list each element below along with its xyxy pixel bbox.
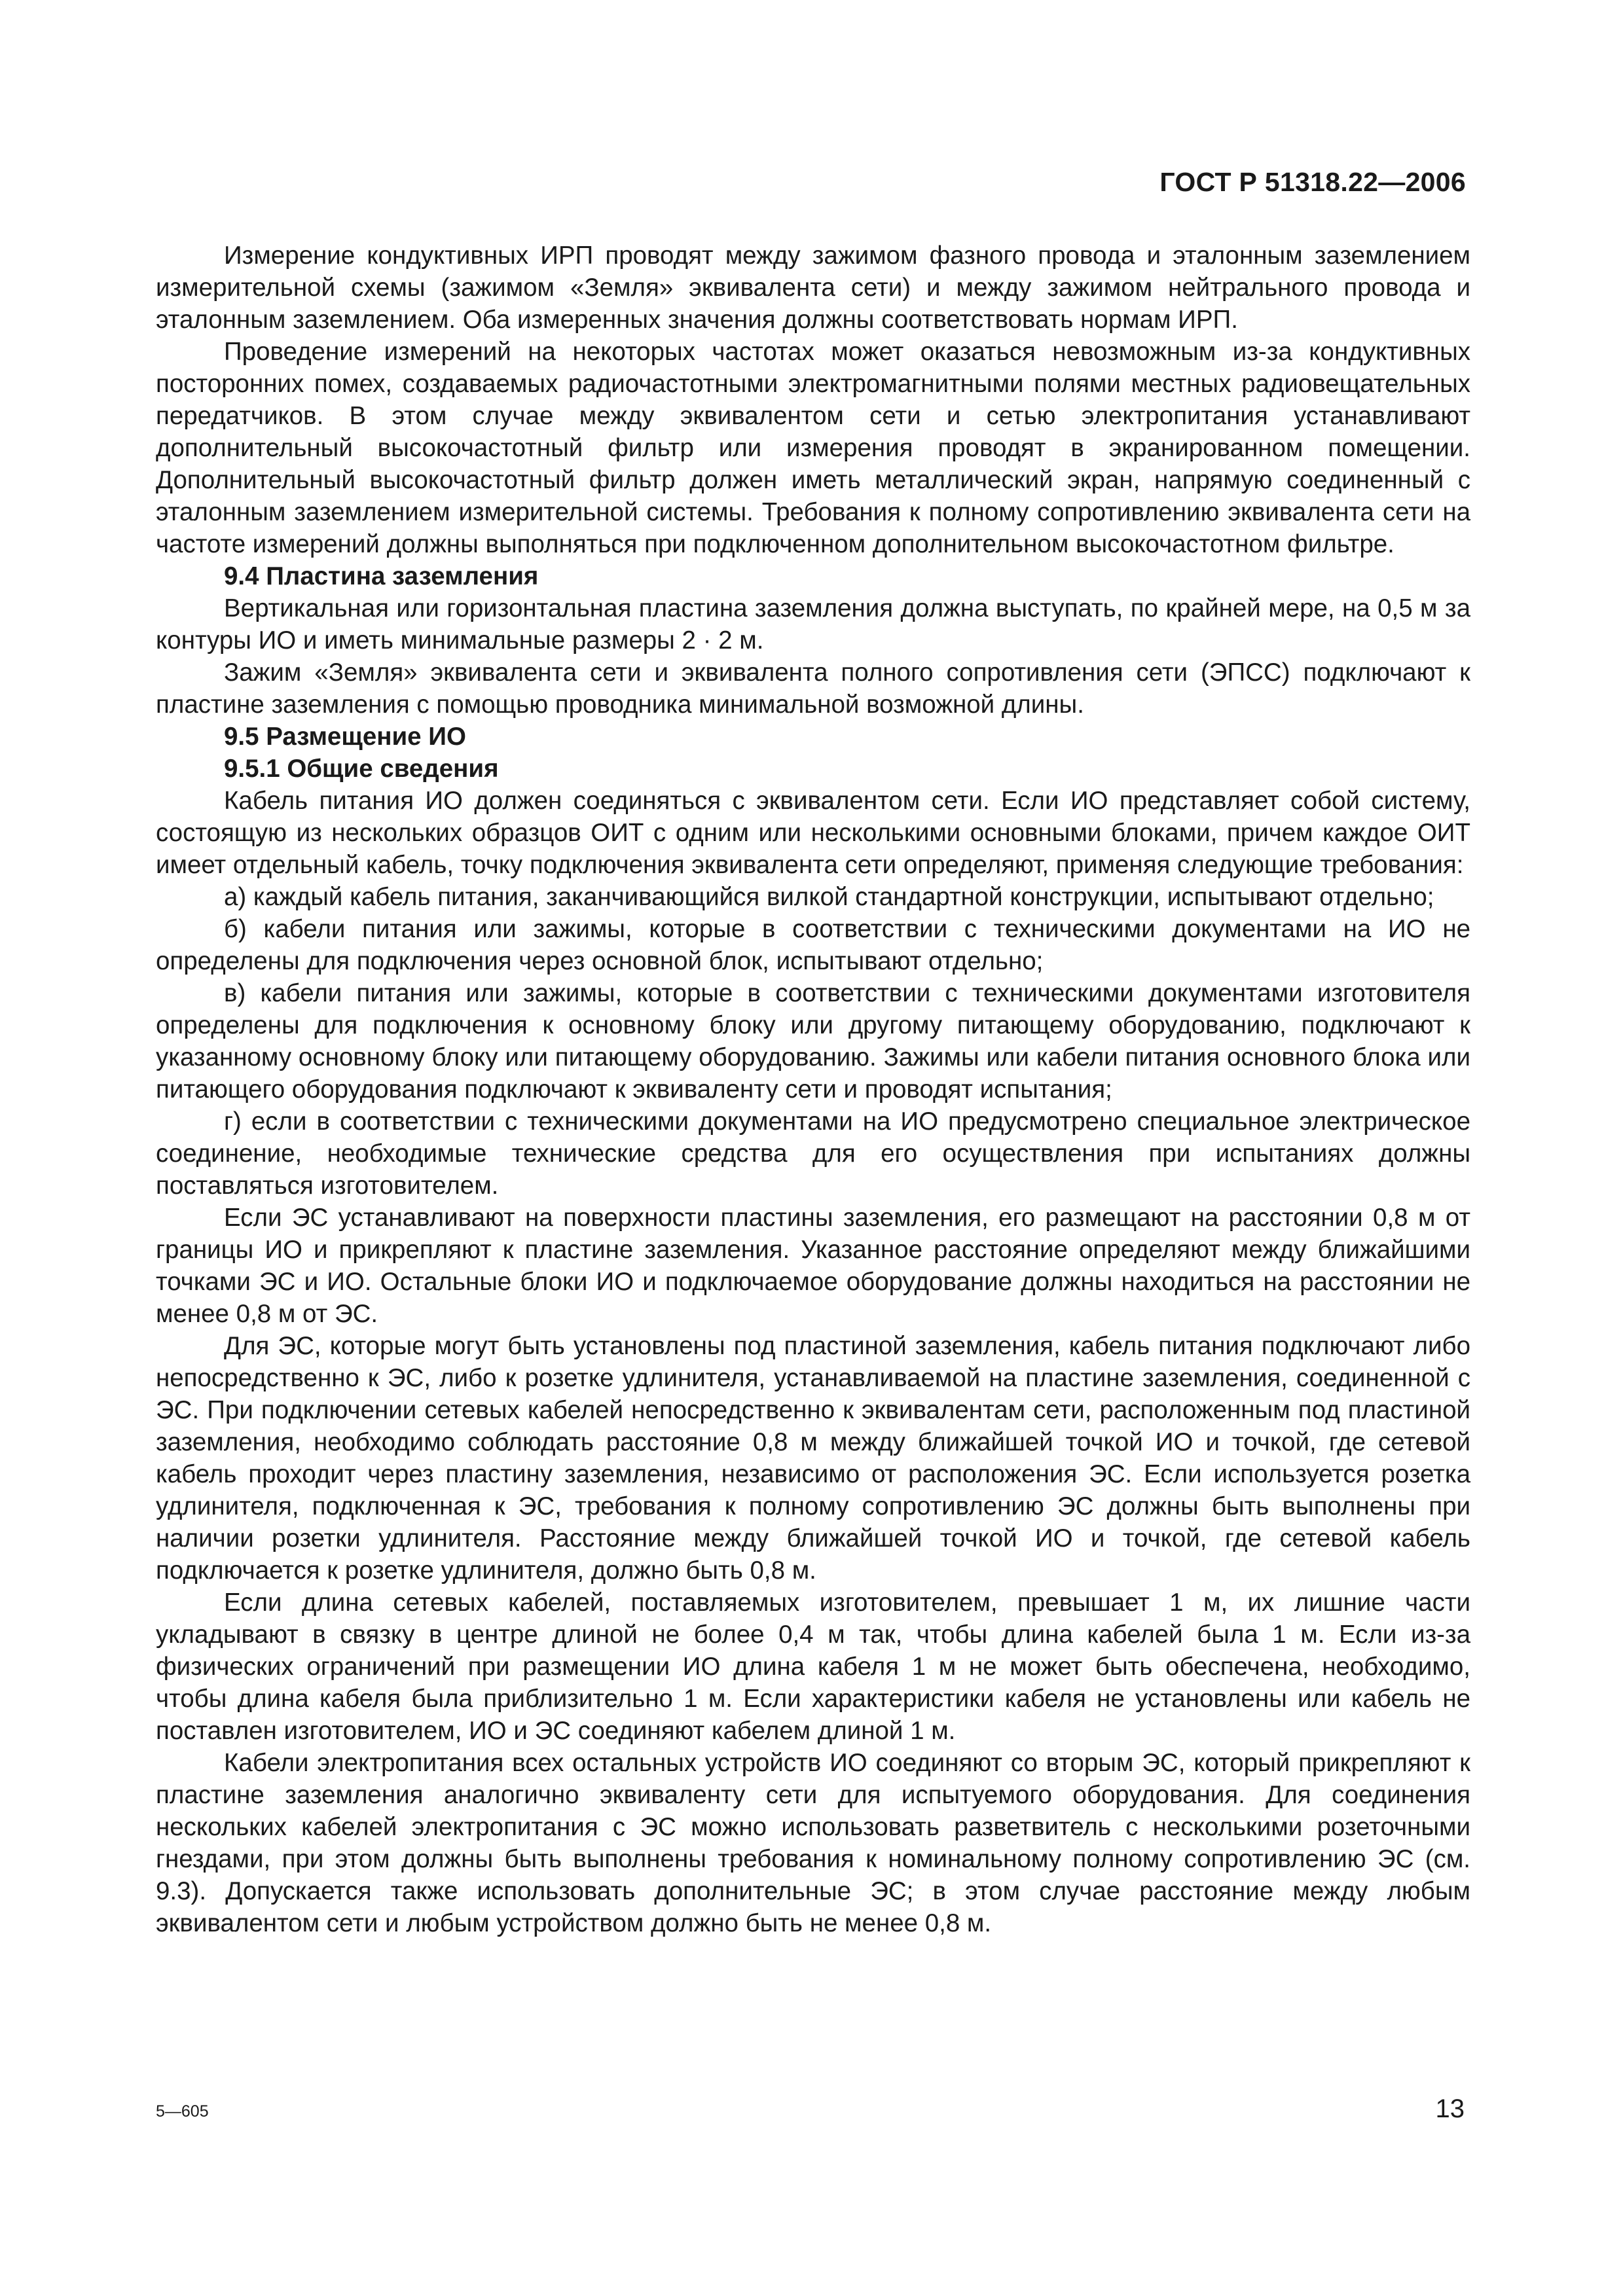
- document-standard-number: ГОСТ Р 51318.22—2006: [1159, 167, 1466, 197]
- section-heading-9-5-1: 9.5.1 Общие сведения: [224, 755, 499, 783]
- paragraph-es-on-plate: Если ЭС устанавливают на поверхности пластины заземления, его размещают на расстоянии 0,8 м от границы ИО и прикрепляют к пластине заземления. Указанное расстояние определяют между ближайшими точками ЭС и ИО. Остальные блоки ИО и подключаемое оборудование должны находиться на расстоянии не менее 0,8 м от ЭС.: [156, 1204, 1470, 1328]
- page-number: 13: [1435, 2094, 1465, 2123]
- list-item-b: б) кабели питания или зажимы, которые в соответствии с техническими документами на ИО не определены для подключения через основной блок, испытывают отдельно;: [156, 915, 1470, 975]
- paragraph-ground-plate-size: Вертикальная или горизонтальная пластина заземления должна выступать, по крайней мере, на 0,5 м за контуры ИО и иметь минимальные размеры 2 · 2 м.: [156, 594, 1470, 655]
- section-heading-9-5: 9.5 Размещение ИО: [224, 723, 466, 751]
- paragraph-conducted-measurement: Измерение кондуктивных ИРП проводят между зажимом фазного провода и эталонным заземлением измерительной схемы (зажимом «Земля» эквивалента сети) и между зажимом нейтрального провода и эталонным заземлением. Оба измеренных значения должны соответствовать нормам ИРП.: [156, 242, 1470, 334]
- paragraph-cable-length: Если длина сетевых кабелей, поставляемых изготовителем, превышает 1 м, их лишние части укладывают в связку в центре длиной не более 0,4 м так, чтобы длина кабелей была 1 м. Если из-за физических ограничений при размещении ИО длина кабеля 1 м не может быть обеспечена, необходимо, чтобы длина кабеля была приблизительно 1 м. Если характеристики кабеля не установлены или кабель не поставлен изготовителем, ИО и ЭС соединяют кабелем длиной 1 м.: [156, 1588, 1470, 1745]
- paragraph-power-cable: Кабель питания ИО должен соединяться с эквивалентом сети. Если ИО представляет собой систему, состоящую из нескольких образцов ОИТ с одним или несколькими основными блоками, причем каждое ОИТ имеет отдельный кабель, точку подключения эквивалента сети определяют, применяя следующие требования:: [156, 787, 1470, 879]
- paragraph-es-under-plate: Для ЭС, которые могут быть установлены под пластиной заземления, кабель питания подключают либо непосредственно к ЭС, либо к розетке удлинителя, устанавливаемой на пластине заземления, соединенной с ЭС. При подключении сетевых кабелей непосредственно к эквивалентам сети, расположенным под пластиной заземления, необходимо соблюдать расстояние 0,8 м между ближайшей точкой ИО и точкой, где сетевой кабель проходит через пластину заземления, независимо от расположения ЭС. Если используется розетка удлинителя, подключенная к ЭС, требования к полному сопротивлению ЭС должны быть выполнены при наличии розетки удлинителя. Расстояние между ближайшей точкой ИО и точкой, где сетевой кабель подключается к розетке удлинителя, должно быть 0,8 м.: [156, 1332, 1470, 1585]
- list-item-v: в) кабели питания или зажимы, которые в соответствии с техническими документами изготовителя определены для подключения к основному блоку или другому питающему оборудованию, подключают к указанному основному блоку или питающему оборудованию. Зажимы или кабели питания основного блока или питающего оборудования подключают к эквиваленту сети и проводят испытания;: [156, 979, 1470, 1103]
- list-item-a: а) каждый кабель питания, заканчивающийся вилкой стандартной конструкции, испытывают отдельно;: [224, 883, 1434, 911]
- paragraph-ground-terminal: Зажим «Земля» эквивалента сети и эквивалента полного сопротивления сети (ЭПСС) подключают к пластине заземления с помощью проводника минимальной возможной длины.: [156, 658, 1470, 719]
- paragraph-extra-filter: Проведение измерений на некоторых частотах может оказаться невозможным из-за кондуктивных посторонних помех, создаваемых радиочастотными электромагнитными полями местных радиовещательных передатчиков. В этом случае между эквивалентом сети и сетью электропитания устанавливают дополнительный высокочастотный фильтр или измерения проводят в экранированном помещении. Дополнительный высокочастотный фильтр должен иметь металлический экран, напрямую соединенный с эталонным заземлением измерительной системы. Требования к полному сопротивлению эквивалента сети на частоте измерений должны выполняться при подключенном дополнительном высокочастотном фильтре.: [156, 338, 1470, 558]
- section-heading-9-4: 9.4 Пластина заземления: [224, 562, 539, 590]
- footer-print-code: 5—605: [156, 2102, 209, 2121]
- paragraph-second-es: Кабели электропитания всех остальных устройств ИО соединяют со вторым ЭС, который прикрепляют к пластине заземления аналогично эквиваленту сети для испытуемого оборудования. Для соединения нескольких кабелей электропитания с ЭС можно использовать разветвитель с несколькими розеточными гнездами, при этом должны быть выполнены требования к номинальному полному сопротивлению ЭС (см. 9.3). Допускается также использовать дополнительные ЭС; в этом случае расстояние между любым эквивалентом сети и любым устройством должно быть не менее 0,8 м.: [156, 1749, 1470, 1937]
- list-item-g: г) если в соответствии с техническими документами на ИО предусмотрено специальное электрическое соединение, необходимые технические средства для его осуществления при испытаниях должны поставляться изготовителем.: [156, 1107, 1470, 1200]
- document-body: [156, 240, 1470, 1939]
